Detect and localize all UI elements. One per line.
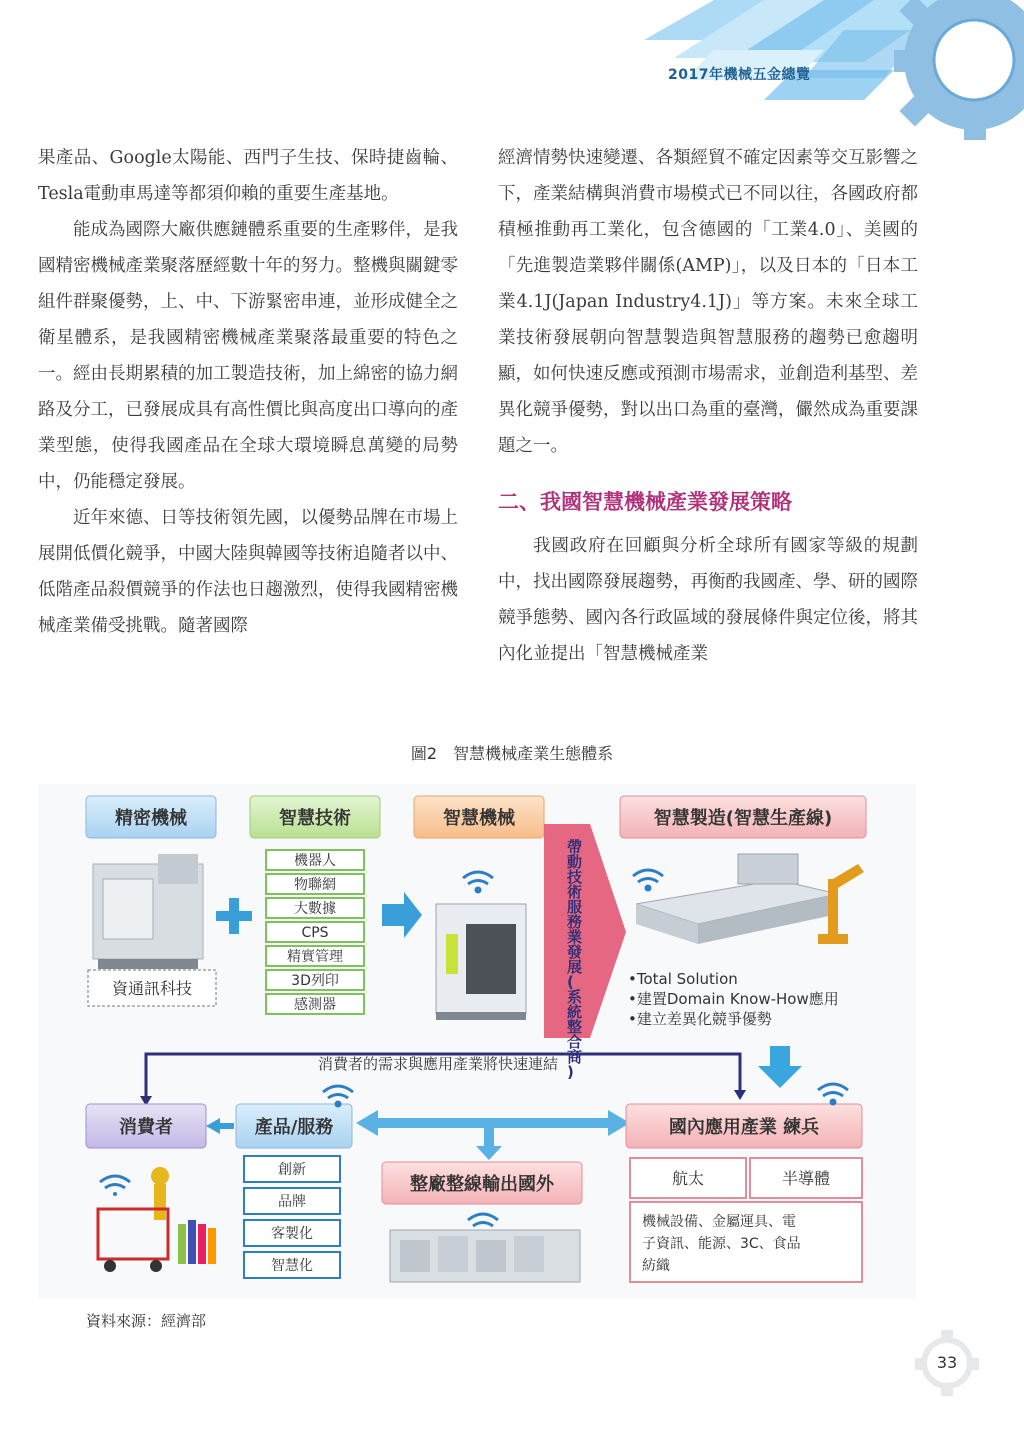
smart-tech-item: 機器人	[294, 853, 336, 869]
solution-item: •建置Domain Know-How應用	[628, 990, 839, 1008]
smart-tech-item: 物聯網	[294, 877, 336, 893]
service-arrow-label: 帶動技術服務業發展(系統整合商)	[567, 838, 583, 1081]
right-column	[498, 140, 918, 672]
smart-tech-list	[266, 850, 364, 1014]
left-paragraph-1: 果產品、Google太陽能、西門子生技、保時捷齒輪、Tesla電動車馬達等都須仰賴的重要生產基地。	[38, 148, 458, 204]
page-number-badge	[905, 1330, 989, 1414]
domestic-industry-label: 國內應用產業 練兵	[668, 1117, 820, 1138]
left-paragraph-3: 近年來德、日等技術領先國，以優勢品牌在市場上展開低價化競爭，中國大陸與韓國等技術追隨者以中、低階產品殺價競爭的作法也日趨激烈，使得我國精密機械產業備受挑戰。隨著國際	[38, 508, 458, 636]
gear-icon	[894, 0, 1024, 140]
solution-item: •建立差異化競爭優勢	[628, 1010, 772, 1028]
domestic-note-line: 紡織	[642, 1258, 670, 1274]
smart-machine-image	[436, 904, 526, 1020]
ict-label: 資通訊科技	[111, 979, 193, 998]
ecosystem-diagram	[38, 784, 916, 1299]
left-column	[38, 140, 458, 644]
header-title: 2017年機械五金總覽	[668, 67, 811, 83]
product-service-label: 產品/服務	[254, 1117, 334, 1138]
smart-manufacturing-label: 智慧製造(智慧生產線)	[653, 808, 833, 829]
left-paragraph-2: 能成為國際大廠供應鏈體系重要的生產夥伴，是我國精密機械產業聚落歷經數十年的努力。整機與關鍵零組件群聚優勢，上、中、下游緊密串連，並形成健全之衛星體系，是我國精密機械產業聚落最重要的特色之一。經由長期累積的加工製造技術，加上綿密的協力網路及分工，已發展成具有高性價比與高度出口導向的產業型態，使得我國產品在全球大環境瞬息萬變的局勢中，仍能穩定發展。	[38, 220, 458, 492]
domestic-note-line: 機械設備、金屬運具、電	[642, 1214, 796, 1230]
cnc-machine-image	[93, 854, 203, 969]
consumer-label: 消費者	[119, 1117, 173, 1138]
smart-machinery-label: 智慧機械	[443, 808, 515, 829]
right-paragraph-1: 經濟情勢快速變遷、各類經貿不確定因素等交互影響之下，產業結構與消費市場模式已不同以往，各國政府都積極推動再工業化，包含德國的「工業4.0」、美國的「先進製造業夥伴關係(AMP)」，以及日本的「日本工業4.1J(Japan Industry4.1J)」等方案。未來全球工業技術發展朝向智慧製造與智慧服務的趨勢已愈趨明顯，如何快速反應或預測市場需求，並創造利基型、差異化競爭優勢，對以出口為重的臺灣，儼然成為重要課題之一。	[498, 148, 918, 456]
product-item: 創新	[278, 1162, 306, 1178]
domestic-note-line: 子資訊、能源、3C、食品	[642, 1236, 801, 1252]
smart-tech-item: 3D列印	[291, 973, 339, 989]
right-paragraph-2: 我國政府在回顧與分析全球所有國家等級的規劃中，找出國際發展趨勢，再衡酌我國產、學、研的國際競爭態勢、國內各行政區域的發展條件與定位後，將其內化並提出「智慧機械產業	[498, 536, 918, 664]
product-item: 客製化	[271, 1226, 313, 1242]
section-heading: 二、我國智慧機械產業發展策略	[498, 490, 792, 514]
product-item: 智慧化	[271, 1258, 313, 1274]
smart-tech-item: 感測器	[294, 997, 336, 1013]
semiconductor-label: 半導體	[781, 1169, 831, 1188]
figure-source: 資料來源：經濟部	[86, 1312, 207, 1330]
export-label: 整廠整線輸出國外	[410, 1174, 554, 1195]
smart-tech-item: 大數據	[294, 901, 336, 917]
figure-caption: 圖2 智慧機械產業生態體系	[410, 744, 614, 763]
aerospace-label: 航太	[671, 1169, 705, 1188]
smart-tech-item: 精實管理	[287, 949, 343, 965]
product-item: 品牌	[278, 1194, 306, 1210]
connector-label: 消費者的需求與應用產業將快速連結	[317, 1055, 559, 1073]
precision-machinery-label: 精密機械	[115, 808, 187, 829]
page-number: 33	[936, 1353, 958, 1372]
solution-item: •Total Solution	[628, 970, 738, 988]
smart-tech-label: 智慧技術	[279, 808, 351, 829]
smart-tech-item: CPS	[301, 925, 329, 941]
arrow-shaft	[220, 1123, 234, 1129]
